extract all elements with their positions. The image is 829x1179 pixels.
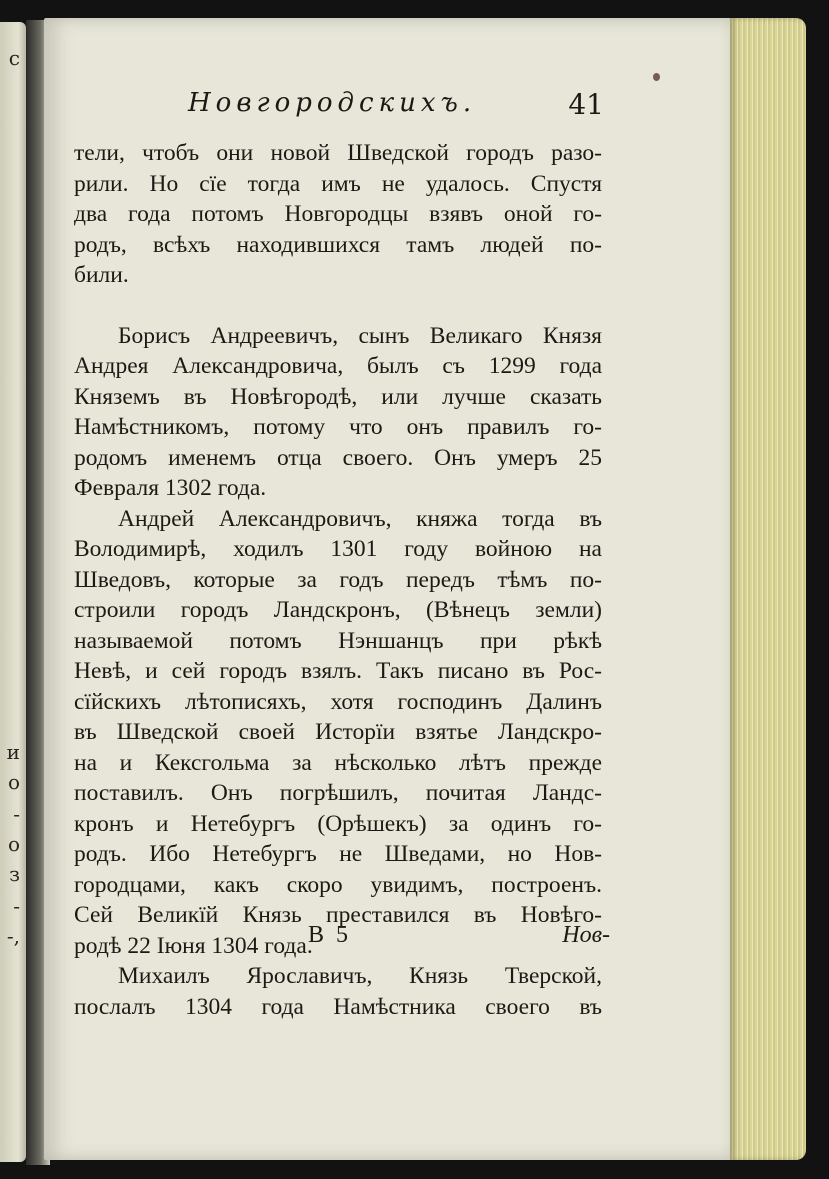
page-number: 41 [568,88,604,121]
ink-blot [653,73,660,81]
text-line: родомъ именемъ отца своего. Онъ умеръ 25 [74,444,602,471]
text-line: Андрей Александровичъ, княжа тогда въ [118,505,602,532]
text-line: Княземъ въ Новѣгородѣ, или лучше сказать [74,383,602,410]
text-line: Сей Великїй Князь преставился въ Новѣго- [74,902,602,928]
margin-fragment: и [6,740,20,764]
text-line: два года потомъ Новгородцы взявъ оной го- [74,201,602,227]
margin-fragment: - [13,802,20,826]
body-text [74,138,602,1022]
margin-fragment: -, [6,924,20,948]
text-line: называемой потомъ Нэншанцъ при рѣкѣ [74,627,602,654]
page-footer [74,922,610,952]
margin-fragment: - [13,894,20,918]
printer-signature: В 5 [308,922,352,948]
text-line: Февраля 1302 года. [74,475,267,501]
paragraph-gap [74,291,602,321]
text-line: били. [74,262,129,288]
facing-page-edge [0,22,26,1162]
margin-fragment: о [7,770,20,794]
running-title: Новгородскихъ. [188,88,477,118]
text-line: городцами, какъ скоро увидимъ, построенъ. [74,871,602,898]
text-line: на и Кексгольма за нѣсколько лѣтъ прежде [74,749,602,776]
margin-fragment: о [7,832,20,856]
text-line: рили. Но сїе тогда имъ не удалось. Спустя [74,170,602,197]
text-line: родъ. Ибо Нетебургъ не Шведами, но Нов- [74,841,602,867]
text-line: поставилъ. Онъ погрѣшилъ, почитая Ландс- [74,780,602,806]
page-block-edge [730,18,806,1160]
text-line: послалъ 1304 года Намѣстника своего въ [74,993,602,1020]
text-line: Андрея Александровича, былъ съ 1299 года [74,353,602,379]
text-line: въ Шведской своей Исторїи взятье Ландскро- [74,719,602,745]
text-line: родъ, всѣхъ находившихся тамъ людей по- [74,231,602,258]
text-line: тели, чтобъ они новой Шведской городъ разо- [74,140,602,166]
text-line: Михаилъ Ярославичъ, Князь Тверской, [118,963,602,989]
text-line: Невѣ, и сей городъ взялъ. Такъ писано въ Рос- [74,658,602,684]
margin-fragment: с [8,46,20,70]
text-line: Борисъ Андреевичъ, сынъ Великаго Князя [118,322,602,349]
page-header [188,88,604,128]
margin-fragment: з [9,862,20,886]
text-line: сїйскихъ лѣтописяхъ, хотя господинъ Далинъ [74,688,602,715]
text-line: Намѣстникомъ, потому что онъ правилъ го- [74,414,602,440]
text-line: строили городъ Ландскронъ, (Вѣнецъ земли) [74,597,602,623]
text-line: кронъ и Нетебургъ (Орѣшекъ) за одинъ го- [74,810,602,837]
catchword: Нов- [562,922,610,948]
text-line: родѣ 22 Iюня 1304 года. [74,932,313,959]
text-line: Шведовъ, которые за годъ передъ тѣмъ по- [74,566,602,593]
text-line: Володимирѣ, ходилъ 1301 году войною на [74,536,602,562]
